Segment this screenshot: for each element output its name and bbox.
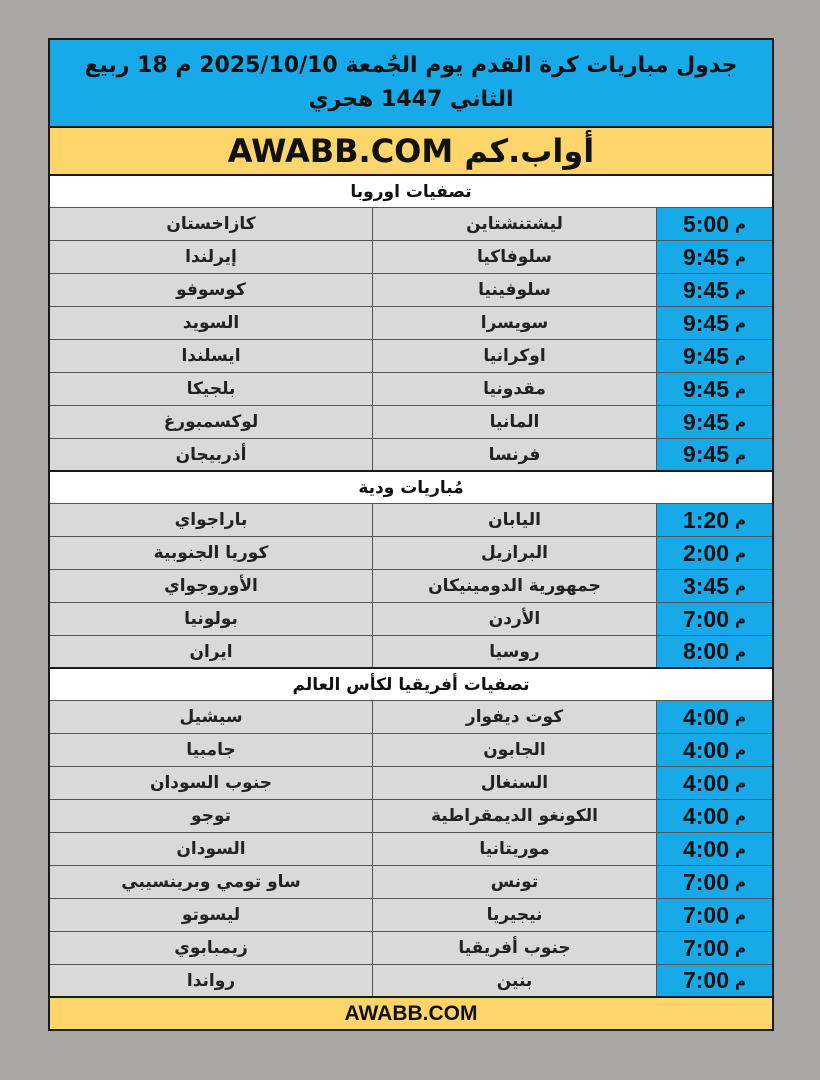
home-team: جنوب أفريقيا bbox=[372, 932, 656, 964]
match-time bbox=[656, 603, 772, 635]
away-team: بلجيكا bbox=[186, 379, 236, 399]
match-row bbox=[50, 701, 772, 734]
home-team: السنغال bbox=[372, 767, 656, 799]
match-row bbox=[50, 932, 772, 965]
section-header: تصفيات أفريقيا لكأس العالم bbox=[50, 669, 772, 701]
time-value: 4:00 bbox=[682, 802, 730, 829]
footer-brand: AWABB.COM bbox=[50, 998, 772, 1029]
home-team: الأردن bbox=[372, 603, 656, 635]
match-row bbox=[50, 570, 772, 603]
match-row bbox=[50, 833, 772, 866]
time-value: 9:45 bbox=[682, 309, 730, 336]
match-row bbox=[50, 537, 772, 570]
time-suffix: م bbox=[735, 281, 747, 299]
schedule-card bbox=[48, 38, 774, 1031]
away-team: الأوروجواي bbox=[164, 576, 258, 596]
away-team: لوكسمبورغ bbox=[163, 412, 259, 432]
time-suffix: م bbox=[735, 511, 747, 529]
time-suffix: م bbox=[735, 610, 747, 628]
match-time bbox=[656, 439, 772, 470]
time-suffix: م bbox=[735, 413, 747, 431]
away-team: كازاخستان bbox=[166, 214, 256, 234]
home-team: بنين bbox=[372, 965, 656, 996]
match-sections bbox=[50, 176, 772, 998]
section-header: مُباريات ودية bbox=[50, 472, 772, 504]
away-team: إيرلندا bbox=[185, 247, 237, 267]
match-time bbox=[656, 340, 772, 372]
match-row bbox=[50, 800, 772, 833]
match-time bbox=[656, 241, 772, 273]
time-value: 2:00 bbox=[682, 539, 730, 566]
brand-banner: أواب.كم AWABB.COM bbox=[50, 128, 772, 176]
home-team: المانيا bbox=[372, 406, 656, 438]
home-team: نيجيريا bbox=[372, 899, 656, 931]
away-team: سيشيل bbox=[179, 707, 243, 727]
away-team: كوريا الجنوبية bbox=[153, 543, 269, 563]
match-time bbox=[656, 373, 772, 405]
match-row bbox=[50, 504, 772, 537]
match-time bbox=[656, 767, 772, 799]
time-suffix: م bbox=[735, 380, 747, 398]
away-team: كوسوفو bbox=[176, 280, 246, 300]
schedule-title: جدول مباريات كرة القدم يوم الجُمعة 2025/10/10 م 18 ربيع الثاني 1447 هجري bbox=[50, 40, 772, 128]
match-time bbox=[656, 208, 772, 240]
match-time bbox=[656, 932, 772, 964]
time-value: 9:45 bbox=[682, 441, 730, 467]
time-suffix: م bbox=[735, 774, 747, 792]
away-team: رواندا bbox=[186, 970, 236, 991]
time-suffix: م bbox=[735, 939, 747, 957]
time-value: 9:45 bbox=[682, 375, 730, 402]
time-suffix: م bbox=[735, 215, 747, 233]
section-header: تصفيات اوروبا bbox=[50, 176, 772, 208]
match-time bbox=[656, 800, 772, 832]
time-suffix: م bbox=[735, 248, 747, 266]
match-time bbox=[656, 833, 772, 865]
away-team: ساو تومي وبرينسيبي bbox=[121, 872, 301, 892]
home-team: مقدونيا bbox=[372, 373, 656, 405]
match-time bbox=[656, 636, 772, 667]
match-time bbox=[656, 406, 772, 438]
match-time bbox=[656, 734, 772, 766]
match-time bbox=[656, 866, 772, 898]
time-value: 4:00 bbox=[682, 835, 730, 862]
home-team: اليابان bbox=[372, 504, 656, 536]
away-team: السويد bbox=[182, 313, 240, 333]
time-suffix: م bbox=[735, 873, 747, 891]
match-row bbox=[50, 767, 772, 800]
match-row bbox=[50, 899, 772, 932]
time-value: 7:00 bbox=[682, 605, 730, 632]
home-team: الكونغو الديمقراطية bbox=[372, 800, 656, 832]
match-row bbox=[50, 307, 772, 340]
time-suffix: م bbox=[735, 971, 747, 990]
away-team: السودان bbox=[176, 839, 246, 859]
match-time bbox=[656, 274, 772, 306]
time-value: 7:00 bbox=[682, 967, 730, 993]
time-suffix: م bbox=[735, 577, 747, 595]
match-time bbox=[656, 307, 772, 339]
home-team: روسيا bbox=[372, 636, 656, 667]
time-suffix: م bbox=[735, 741, 747, 759]
match-time bbox=[656, 570, 772, 602]
time-value: 4:00 bbox=[682, 736, 730, 763]
home-team: سلوفينيا bbox=[372, 274, 656, 306]
home-team: فرنسا bbox=[372, 439, 656, 470]
time-suffix: م bbox=[735, 906, 747, 924]
time-value: 7:00 bbox=[682, 901, 730, 928]
time-suffix: م bbox=[735, 314, 747, 332]
home-team: موريتانيا bbox=[372, 833, 656, 865]
home-team: جمهورية الدومينيكان bbox=[372, 570, 656, 602]
time-suffix: م bbox=[735, 840, 747, 858]
away-team: توجو bbox=[191, 806, 231, 826]
match-row bbox=[50, 603, 772, 636]
match-row bbox=[50, 406, 772, 439]
away-team: باراجواي bbox=[174, 510, 248, 530]
match-time bbox=[656, 504, 772, 536]
time-suffix: م bbox=[735, 807, 747, 825]
time-suffix: م bbox=[735, 642, 747, 661]
home-team: البرازيل bbox=[372, 537, 656, 569]
time-value: 9:45 bbox=[682, 276, 730, 303]
match-row bbox=[50, 965, 772, 998]
match-row bbox=[50, 274, 772, 307]
away-team: جنوب السودان bbox=[149, 773, 273, 793]
match-row bbox=[50, 340, 772, 373]
home-team: سويسرا bbox=[372, 307, 656, 339]
time-value: 9:45 bbox=[682, 408, 730, 435]
away-team: زيمبابوي bbox=[174, 938, 248, 958]
home-team: اوكرانيا bbox=[372, 340, 656, 372]
match-time bbox=[656, 965, 772, 996]
match-row bbox=[50, 241, 772, 274]
match-row bbox=[50, 734, 772, 767]
time-value: 1:20 bbox=[682, 506, 730, 533]
time-suffix: م bbox=[735, 544, 747, 562]
away-team: جامبيا bbox=[186, 740, 236, 760]
time-value: 9:45 bbox=[682, 342, 730, 369]
home-team: كوت ديفوار bbox=[372, 701, 656, 733]
time-value: 8:00 bbox=[682, 638, 730, 664]
time-suffix: م bbox=[735, 708, 747, 726]
match-time bbox=[656, 537, 772, 569]
home-team: ليشتنشتاين bbox=[372, 208, 656, 240]
match-row bbox=[50, 636, 772, 669]
home-team: الجابون bbox=[372, 734, 656, 766]
match-time bbox=[656, 899, 772, 931]
away-team: ليسوتو bbox=[181, 905, 241, 925]
time-value: 7:00 bbox=[682, 934, 730, 961]
time-value: 4:00 bbox=[682, 769, 730, 796]
away-team: ايسلندا bbox=[181, 346, 241, 366]
time-value: 4:00 bbox=[682, 703, 730, 730]
time-suffix: م bbox=[735, 347, 747, 365]
time-suffix: م bbox=[735, 445, 747, 464]
match-row bbox=[50, 439, 772, 472]
away-team: أذربيجان bbox=[175, 444, 247, 465]
match-row bbox=[50, 373, 772, 406]
away-team: ايران bbox=[189, 641, 233, 662]
time-value: 5:00 bbox=[682, 210, 730, 237]
match-row bbox=[50, 866, 772, 899]
time-value: 3:45 bbox=[682, 572, 730, 599]
time-value: 9:45 bbox=[682, 243, 730, 270]
home-team: تونس bbox=[372, 866, 656, 898]
away-team: بولونيا bbox=[184, 609, 238, 629]
time-value: 7:00 bbox=[682, 868, 730, 895]
match-time bbox=[656, 701, 772, 733]
home-team: سلوفاكيا bbox=[372, 241, 656, 273]
match-row bbox=[50, 208, 772, 241]
